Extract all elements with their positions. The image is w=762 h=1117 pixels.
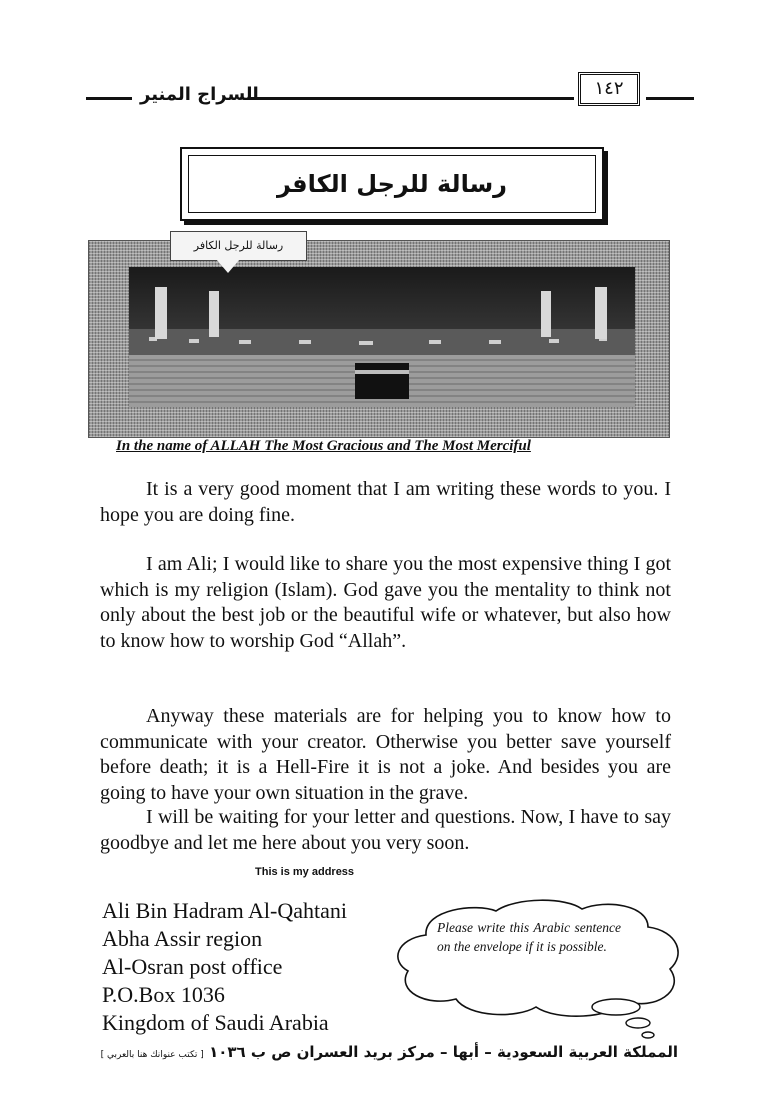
paragraph-3-text: Anyway these materials are for helping you to know how to communicate with your creator. Otherwise you better save yourself before death; it is a Hell-Fire it is not a joke. And besides you are going to have your own situation in the grave. [100,705,671,804]
address-line: Al-Osran post office [102,954,283,979]
kaaba-photo [129,267,635,407]
arabic-address-footer [100,1043,678,1061]
address-line: Kingdom of Saudi Arabia [102,1010,329,1035]
paragraph-2-text: I am Ali; I would like to share you the most expensive thing I got which is my religion (Islam). God gave you the mentality to think not only about the best job or the beautiful wife or whatever, but also how to know how to worship God “Allah”. [100,553,671,652]
kaaba-scene-illustration [129,267,635,407]
paragraph-1 [100,477,671,528]
address-line: P.O.Box 1036 [102,982,225,1007]
arabic-address-text: المملكة العربية السعودية – أبها – مركز بريد العسران ص ب ١٠٣٦ [209,1043,678,1061]
title-frame [180,147,604,221]
header-rule-middle [248,97,574,100]
kaaba-photo-banner [88,240,670,438]
running-title: السراج المنير [140,84,259,105]
paragraph-1-text: It is a very good moment that I am writing these words to you. I hope you are doing fine. [100,478,671,526]
bismillah-heading: In the name of ALLAH The Most Gracious and The Most Merciful [116,438,531,454]
cloud-note: Please write this Arabic sentence on the envelope if it is possible. [437,920,621,954]
header-rule-left [86,97,132,100]
paragraph-4-text: I will be waiting for your letter and questions. Now, I have to say goodbye and let me here about you very soon. [100,806,671,854]
paragraph-3 [100,704,671,806]
address-line: Abha Assir region [102,926,263,951]
header-rule-right [646,97,694,100]
arabic-address-note: [ تكتب عنوانك هنا بالعربي ] [100,1050,204,1060]
paragraph-2 [100,552,671,654]
address-line: Ali Bin Hadram Al-Qahtani [102,898,348,923]
chapter-title: رسالة للرجل الكافر [276,170,507,198]
banner-tag: رسالة للرجل الكافر [170,231,307,261]
page-number: ١٤٢ [578,72,640,106]
banner-tag-pointer [216,259,240,273]
address-caption: This is my address [255,866,355,878]
paragraph-4 [100,805,671,856]
address-block [102,897,347,1037]
